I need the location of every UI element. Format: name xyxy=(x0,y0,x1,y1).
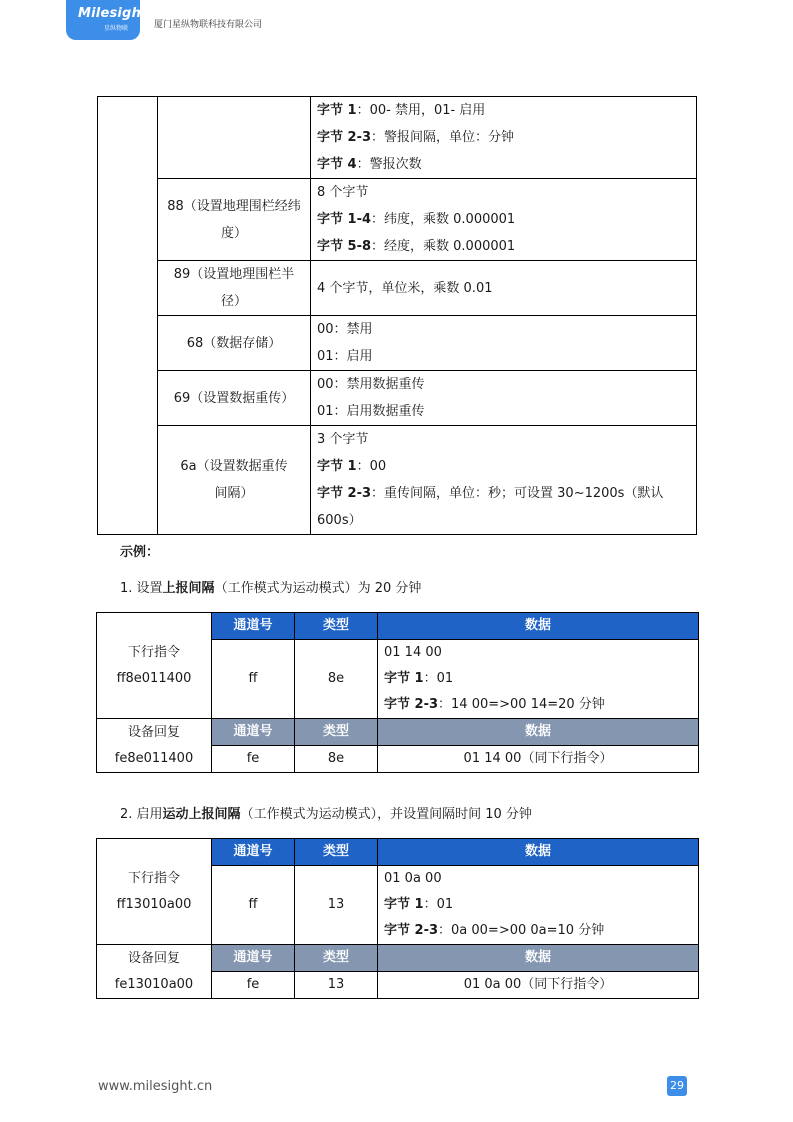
data-cell: 01 0a 00（同下行指令） xyxy=(378,972,699,999)
label: 字节 2-3 xyxy=(384,697,439,712)
name-cell xyxy=(158,179,311,261)
logo-sub: 星纵物联 xyxy=(104,25,129,32)
value: 00：禁用数据重传 xyxy=(317,377,425,392)
type-cell: 13 xyxy=(295,972,378,999)
channel-cell: ff xyxy=(212,866,295,945)
table-header-row xyxy=(97,945,699,972)
downlink-code: ff13010a00 xyxy=(116,896,192,912)
value: 600s） xyxy=(317,513,362,528)
desc-cell xyxy=(311,316,697,371)
value: ：纬度，乘数 0.000001 xyxy=(371,212,516,227)
name-cell: 68（数据存储） xyxy=(158,316,311,371)
data-cell xyxy=(378,640,699,719)
caption-text: （工作模式为运动模式）为 20 分钟 xyxy=(214,581,422,596)
value: 01：启用数据重传 xyxy=(317,404,425,419)
merged-cell xyxy=(98,97,158,535)
value: 01 0a 00 xyxy=(384,871,442,886)
col-type: 类型 xyxy=(295,945,378,972)
table-row xyxy=(98,316,697,371)
reply-code: fe8e011400 xyxy=(114,750,194,766)
col-data: 数据 xyxy=(378,945,699,972)
name-cell: 69（设置数据重传） xyxy=(158,371,311,426)
value: ：00 xyxy=(356,459,387,474)
col-data: 数据 xyxy=(378,613,699,640)
col-type: 类型 xyxy=(295,839,378,866)
desc-cell xyxy=(311,371,697,426)
desc-cell xyxy=(311,179,697,261)
col-data: 数据 xyxy=(378,719,699,746)
desc-cell xyxy=(311,261,697,316)
table-header-row xyxy=(97,719,699,746)
name-text: 度） xyxy=(220,225,247,241)
downlink-label: 下行指令 xyxy=(127,870,180,886)
channel-cell: ff xyxy=(212,640,295,719)
table-header-row xyxy=(97,839,699,866)
caption-text: 2. 启用 xyxy=(120,807,163,822)
col-channel: 通道号 xyxy=(212,945,295,972)
label: 字节 1 xyxy=(317,459,357,474)
command-table xyxy=(97,96,697,535)
col-channel: 通道号 xyxy=(212,839,295,866)
reply-label-cell xyxy=(97,945,212,999)
downlink-label-cell xyxy=(97,613,212,719)
desc-cell xyxy=(311,97,697,179)
example-2-table xyxy=(96,838,699,999)
table-row xyxy=(98,371,697,426)
col-type: 类型 xyxy=(295,719,378,746)
value: ：经度，乘数 0.000001 xyxy=(371,239,516,254)
reply-label: 设备回复 xyxy=(127,950,180,966)
label: 字节 1 xyxy=(384,897,424,912)
company-name: 厦门星纵物联科技有限公司 xyxy=(154,20,263,30)
col-channel: 通道号 xyxy=(212,719,295,746)
value: ：00- 禁用，01- 启用 xyxy=(356,103,486,118)
example-2-caption xyxy=(120,803,532,822)
col-channel: 通道号 xyxy=(212,613,295,640)
type-cell: 13 xyxy=(295,866,378,945)
downlink-label: 下行指令 xyxy=(127,644,180,660)
label: 字节 2-3 xyxy=(317,130,372,145)
table-row xyxy=(98,179,697,261)
label: 字节 1 xyxy=(317,103,357,118)
value: 8 个字节 xyxy=(317,185,369,200)
name-text: 89（设置地理围栏半 xyxy=(173,267,295,282)
value: 4 个字节，单位米，乘数 0.01 xyxy=(317,280,493,296)
value: ：警报间隔，单位：分钟 xyxy=(371,130,515,145)
name-text: 间隔） xyxy=(214,486,254,501)
name-cell xyxy=(158,426,311,535)
name-text: 6a（设置数据重传 xyxy=(180,459,288,474)
label: 字节 2-3 xyxy=(384,923,439,938)
reply-label: 设备回复 xyxy=(127,724,180,740)
downlink-code: ff8e011400 xyxy=(116,670,192,686)
channel-cell: fe xyxy=(212,746,295,773)
value: 3 个字节 xyxy=(317,432,369,447)
caption-text: 1. 设置 xyxy=(120,581,163,596)
value: 01 14 00 xyxy=(384,645,442,660)
data-cell xyxy=(378,866,699,945)
value: ：警报次数 xyxy=(356,157,422,172)
label: 字节 4 xyxy=(317,157,357,172)
value: 01：启用 xyxy=(317,349,373,364)
label: 字节 1-4 xyxy=(317,212,372,227)
type-cell: 8e xyxy=(295,746,378,773)
label: 字节 2-3 xyxy=(317,486,372,501)
caption-bold: 运动上报间隔 xyxy=(162,807,241,822)
example-1-table xyxy=(96,612,699,773)
name-text: 径） xyxy=(220,294,247,309)
name-text: 88（设置地理围栏经纬 xyxy=(167,198,301,214)
logo-brand: Milesight xyxy=(78,6,148,21)
caption-text: （工作模式为运动模式），并设置间隔时间 10 分钟 xyxy=(240,807,532,822)
label: 字节 1 xyxy=(384,671,424,686)
table-header-row xyxy=(97,613,699,640)
example-1-caption xyxy=(120,577,421,596)
footer-url[interactable]: www.milesight.cn xyxy=(98,1079,213,1094)
col-data: 数据 xyxy=(378,839,699,866)
type-cell: 8e xyxy=(295,640,378,719)
value: 00：禁用 xyxy=(317,322,373,337)
reply-code: fe13010a00 xyxy=(114,976,194,992)
channel-cell: fe xyxy=(212,972,295,999)
empty-name-cell xyxy=(158,97,311,179)
label: 字节 5-8 xyxy=(317,239,372,254)
page-number: 29 xyxy=(667,1076,687,1096)
milesight-logo xyxy=(66,0,148,40)
value: ：14 00=>00 14=20 分钟 xyxy=(438,697,605,712)
name-cell xyxy=(158,261,311,316)
value: ：重传间隔，单位：秒；可设置 30~1200s（默认 xyxy=(371,486,664,501)
value: ：01 xyxy=(423,671,454,686)
desc-cell xyxy=(311,426,697,535)
downlink-label-cell xyxy=(97,839,212,945)
table-row xyxy=(98,426,697,535)
value: ：01 xyxy=(423,897,454,912)
reply-label-cell xyxy=(97,719,212,773)
caption-bold: 上报间隔 xyxy=(162,581,215,596)
data-cell: 01 14 00（同下行指令） xyxy=(378,746,699,773)
col-type: 类型 xyxy=(295,613,378,640)
value: ：0a 00=>00 0a=10 分钟 xyxy=(438,923,605,938)
example-title: 示例： xyxy=(120,545,160,560)
table-row xyxy=(98,261,697,316)
table-row xyxy=(98,97,697,179)
